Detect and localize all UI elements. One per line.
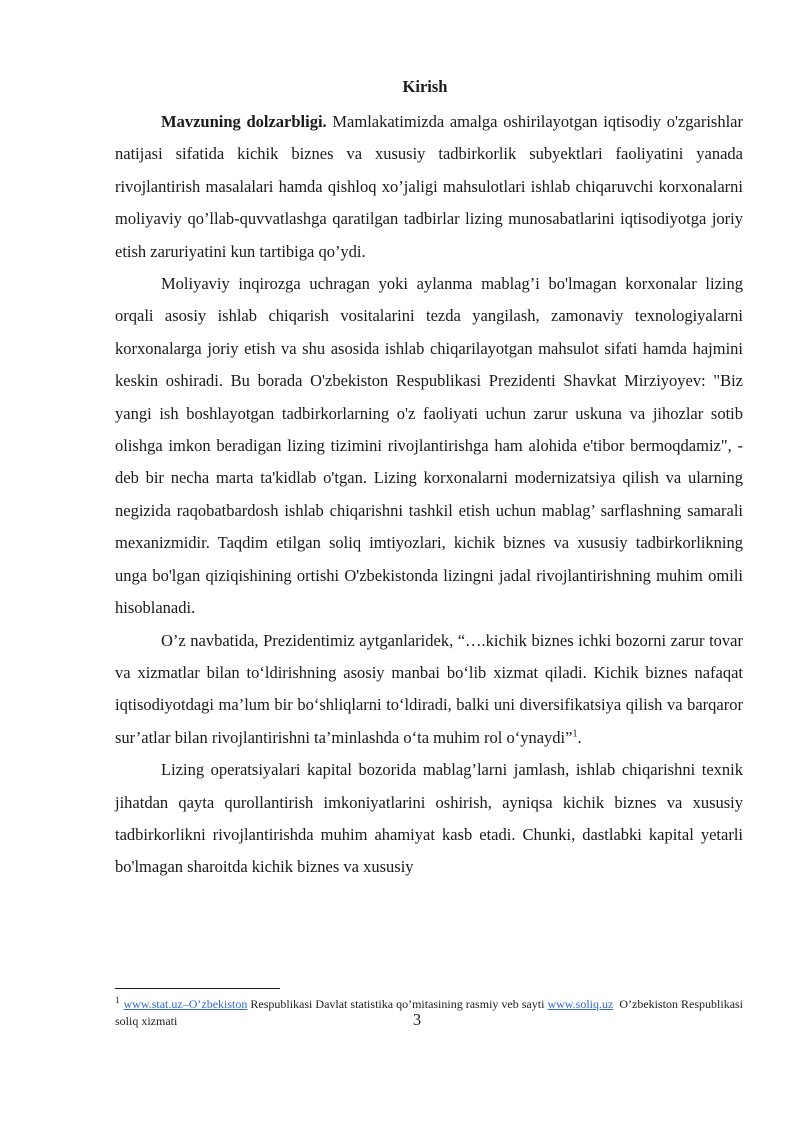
footnote-link-stat[interactable]: www.stat.uz–O’zbekiston xyxy=(123,997,248,1011)
paragraph-president-quote xyxy=(115,625,743,755)
page-number: 3 xyxy=(412,1010,422,1029)
page-title: Kirish xyxy=(402,77,448,96)
footnote-number: 1 xyxy=(115,995,120,1005)
paragraph-lead: Mavzuning dolzarbligi. xyxy=(161,112,327,131)
paragraph-text: Moliyaviy inqirozga uchragan yoki aylanma mablag’i bo'lmagan korxonalar lizing orqali asosiy ishlab chiqarish vositalarini tezda yangilash, zamonaviy texnologiyalarni korxonalarga joriy etish va shu asosida ishlab chiqarilayotgan mahsulot sifati hamda hajmini keskin oshiradi. Bu borada O'zbekiston Respublikasi Prezidenti Shavkat Mirziyoyev: "Biz yangi ish boshlayotgan tadbirkorlarning o'z faoliyati uchun zarur uskuna va jihozlar sotib olishga imkon beradigan lizing tizimini rivojlantirishga ham alohida e'tibor bermoqdamiz", - deb bir necha marta ta'kidlab o'tgan. Lizing korxonalarni modernizatsiya qilish va ularning negizida raqobatbardosh ishlab chiqarishni tashkil etish uchun mablag’ sarflashning samarali mexanizmidir. Taqdim etilgan soliq imtiyozlari, kichik biznes va xususiy tadbirkorlikning unga bo'lgan qiziqishining ortishi O'zbekistonda lizingni jadal rivojlantirishning muhim omili hisoblanadi. xyxy=(115,274,743,618)
footnote-text: O’zbekiston Respublikasi soliq xizmati xyxy=(115,997,744,1028)
paragraph-relevance xyxy=(115,106,743,268)
paragraph-text: O’z navbatida, Prezidentimiz aytganlaridek, “….kichik biznes ichki bozorni zarur tovar va xizmatlar bilan to‘ldirishning asosiy manbai bo‘lib xizmat qiladi. Kichik biznes nafaqat iqtisodiyotdagi ma’lum bir bo‘shliqlarni to‘ldiradi, balki uni diversifikatsiya qilish va barqaror sur’atlar bilan rivojlantirishni ta’minlashda o‘ta muhim rol o‘ynaydi” xyxy=(115,630,743,747)
footnote-text: Respublikasi Davlat statistika qo’mitasining rasmiy veb sayti xyxy=(250,997,545,1011)
paragraph-financial-crisis xyxy=(115,268,743,624)
body-text xyxy=(115,106,743,884)
footnote-reference[interactable]: 1 xyxy=(572,728,578,740)
paragraph-text: Mamlakatimizda amalga oshirilayotgan iqtisodiy o'zgarishlar natijasi sifatida kichik biznes va xususiy tadbirkorlik subyektlari faoliyatini yanada rivojlantirish masalalari hamda qishloq xo’jaligi mahsulotlari ishlab chiqaruvchi korxonalarni moliyaviy qo’llab-quvvatlashga qaratilgan tadbirlar lizing munosabatlarini iqtisodiyotga joriy etish zaruriyatini kun tartibiga qo’ydi. xyxy=(115,112,743,261)
footnote-separator xyxy=(115,988,280,989)
footnote-link-soliq[interactable]: www.soliq.uz xyxy=(547,997,614,1011)
paragraph-text: Lizing operatsiyalari kapital bozorida mablag’larni jamlash, ishlab chiqarishni texnik jihatdan qayta qurollantirish imkoniyatlarini oshirish, ayniqsa kichik biznes va xususiy tadbirkorlikni rivojlantirishda muhim ahamiyat kasb etadi. Chunki, dastlabki kapital yetarli bo'lmagan sharoitda kichik biznes va xususiy xyxy=(115,760,743,877)
paragraph-end: . xyxy=(577,727,582,747)
paragraph-leasing-operations xyxy=(115,754,743,884)
